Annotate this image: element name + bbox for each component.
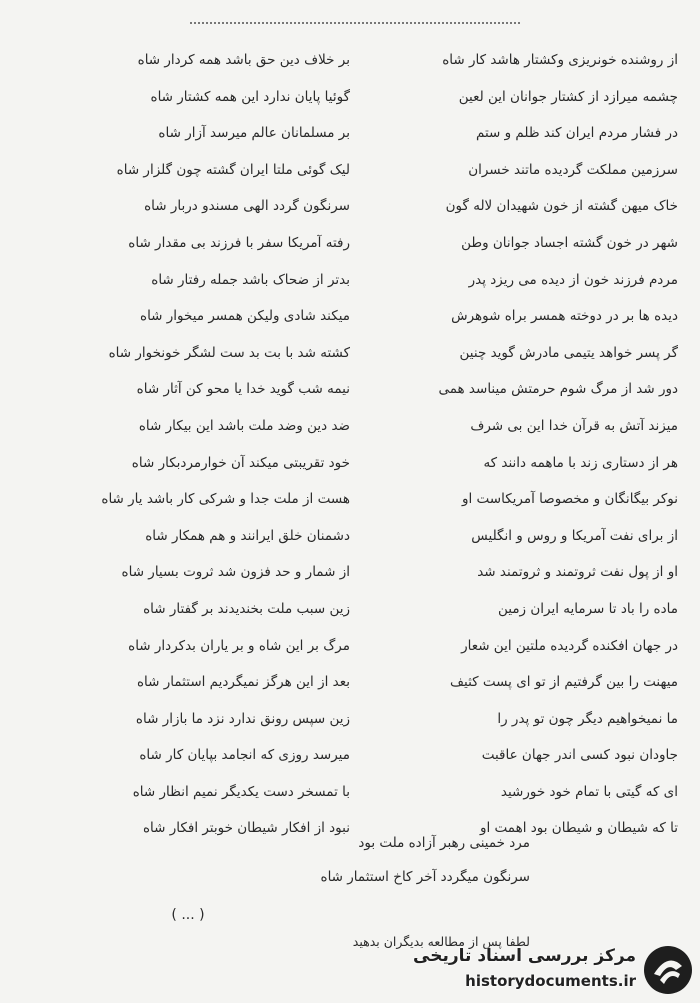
poem-verse: بر خلاف دین حق باشد همه کردار شاه	[137, 52, 350, 68]
top-dotted-rule	[190, 22, 520, 24]
signature: ( ... )	[171, 907, 205, 923]
poem-verse: ماده را باد تا سرمایه ایران زمین	[497, 600, 678, 617]
poem-verse: خاک میهن گشته از خون شهیدان لاله گون	[445, 198, 678, 215]
closing-verse: سرنگون میگردد آخر کاخ استثمار شاه	[320, 869, 530, 885]
poem-verse: از شمار و حد فزون شد ثروت بسیار شاه	[121, 564, 350, 581]
poem-verse: نبود از افکار شیطان خوبتر افکار شاه	[142, 820, 350, 837]
poem-verse: بدتر از ضحاک باشد جمله رفتار شاه	[151, 271, 350, 288]
watermark-title: مرکز بررسی اسناد تاریخی	[413, 946, 636, 966]
poem-verse: مرگ بر این شاه و بر یاران بدکردار شاه	[128, 637, 350, 654]
poem-verse: زین سپس رونق ندارد نزد ما بازار شاه	[135, 710, 350, 727]
poem-verse: میزند آتش به قرآن خدا این بی شرف	[470, 417, 678, 434]
poem-verse: زین سبب ملت بخندیدند بر گفتار شاه	[143, 600, 350, 617]
closing-verse: مرد خمینی رهبر آزاده ملت بود	[358, 835, 530, 851]
poem-verse: هر از دستاری زند با ماهمه دانند که	[483, 454, 678, 471]
poem-verse: دیده ها بر در دوخته همسر براه شوهرش	[451, 308, 678, 325]
poem-verse: تا که شیطان و شیطان بود اهمت او	[479, 820, 678, 837]
poem-verse: نوکر بیگانگان و مخصوصا آمریکاست او	[461, 491, 678, 508]
poem-verse: میهنت را بین گرفتیم از تو ای پست کثیف	[450, 674, 678, 691]
archive-watermark	[402, 942, 694, 998]
poem-right-column	[368, 42, 678, 847]
poem-verse: بعد از این هرگز نمیگردیم استثمار شاه	[136, 674, 350, 691]
poem-left-column	[40, 42, 350, 847]
poem-verse: میرسد روزی که انجامد بپایان کار شاه	[139, 747, 350, 764]
closing-verses	[230, 826, 530, 894]
footnote: لطفا پس از مطالعه بدیگران بدهید	[352, 934, 530, 949]
poem-verse: لیک گوئی ملتا ایران گشته چون گلزار شاه	[116, 161, 350, 178]
poem-verse: در فشار مردم ایران کند ظلم و ستم	[475, 125, 678, 142]
poem-verse: نیمه شب گوید خدا یا محو کن آثار شاه	[136, 381, 350, 398]
poem-verse: ما نمیخواهیم دیگر چون تو پدر را	[497, 710, 678, 727]
poem-verse: دور شد از مرگ شوم حرمتش میناسد همی	[438, 381, 678, 398]
poem-verse: چشمه میرازد از کشتار جوانان این لعین	[458, 88, 678, 105]
poem-verse: خود تقریبتی میکند آن خوارمردبکار شاه	[131, 454, 350, 471]
poem-verse: گوئیا پایان ندارد این همه کشتار شاه	[150, 88, 350, 105]
poem-verse: سرزمین مملکت گردیده ماتند خسران	[468, 161, 678, 178]
poem-verse: گر پسر خواهد یتیمی مادرش گوید چنین	[459, 344, 678, 361]
poem-verse: میکند شادی ولیکن همسر میخوار شاه	[140, 308, 350, 325]
poem-verse: ضد دین وضد ملت باشد این بیکار شاه	[138, 417, 350, 434]
poem-verse: هست از ملت جدا و شرکی کار باشد یار شاه	[101, 491, 350, 508]
poem-verse: جاودان نبود کسی اندر جهان عاقبت	[481, 747, 678, 764]
poem-verse: شهر در خون گشته اجساد جوانان وطن	[461, 234, 678, 251]
poem-verse: دشمنان خلق ایرانند و هم همکار شاه	[145, 527, 350, 544]
poem-verse: در جهان افکنده گردیده ملتین این شعار	[461, 637, 678, 654]
poem-verse: سرنگون گردد الهی مسندو دربار شاه	[144, 198, 350, 215]
poem-verse: از برای نفت آمریکا و روس و انگلیس	[471, 527, 678, 544]
poem-verse: بر مسلمانان عالم میرسد آزار شاه	[158, 125, 350, 142]
poem-verse: مردم فرزند خون از دیده می ریزد پدر	[468, 271, 678, 288]
poem-verse: از روشنده خونریزی وکشتار هاشد کار شاه	[442, 52, 678, 68]
poem-verse: ای که گیتی با تمام خود خورشید	[500, 783, 678, 800]
poem-verse: با تمسخر دست یکدیگر نمیم انظار شاه	[132, 783, 350, 800]
emblem-icon	[642, 944, 694, 996]
watermark-url: historydocuments.ir	[465, 972, 636, 990]
poem-verse: کشته شد با بت بد ست لشگر خونخوار شاه	[108, 344, 350, 361]
poem-verse: او از پول نفت ثروتمند و ثروتمند شد	[477, 564, 678, 581]
poem-verse: رفته آمریکا سفر با فرزند بی مقدار شاه	[128, 234, 350, 251]
